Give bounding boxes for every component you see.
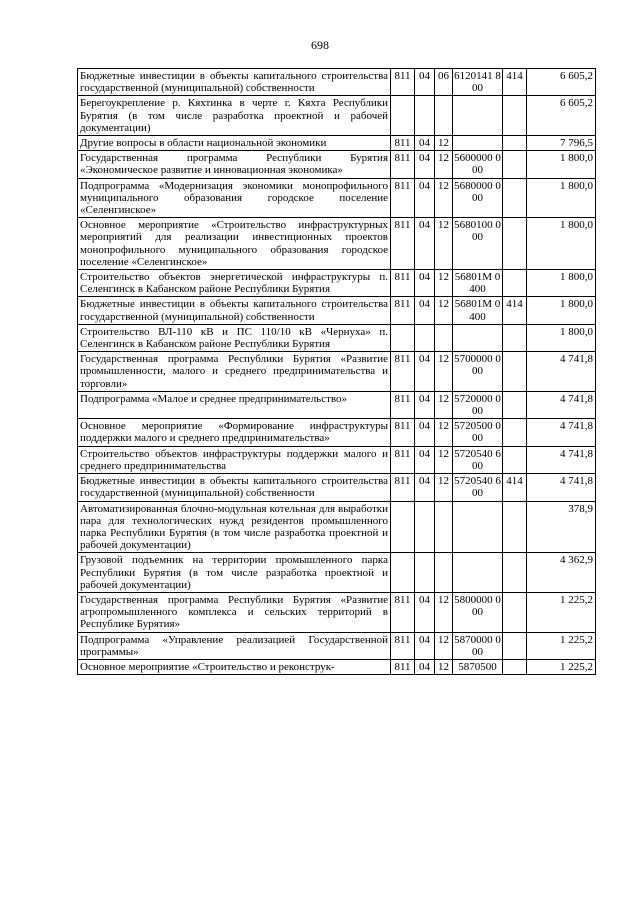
grbs-code-cell: 811 [391, 151, 415, 178]
item-name-cell: Грузовой подъемник на территории промышленного парка Республики Бурятия (в том числе разработка проектной и рабочей документации) [78, 553, 391, 593]
grbs-code-cell: 811 [391, 69, 415, 96]
amount-cell: 4 741,8 [527, 446, 596, 473]
target-article-cell [453, 96, 503, 136]
table-row [78, 270, 596, 297]
target-article-cell [453, 501, 503, 553]
section-code-cell: 04 [415, 659, 435, 674]
target-article-cell: 5720540 600 [454, 475, 501, 500]
target-article-cell: 5680100 000 [453, 218, 503, 270]
target-article-cell [453, 324, 503, 351]
grbs-code-cell: 811 [391, 632, 415, 659]
target-article-cell: 5870500 [453, 659, 503, 674]
amount-cell: 1 800,0 [527, 297, 596, 324]
expense-type-cell [503, 553, 527, 593]
expense-type-cell: 414 [503, 69, 527, 96]
subsection-code-cell: 12 [435, 136, 453, 151]
section-code-cell: 04 [415, 297, 435, 324]
item-name-cell: Подпрограмма «Управление реализацией Государственной программы» [78, 632, 391, 659]
section-code-cell: 04 [415, 151, 435, 178]
grbs-code-cell: 811 [391, 391, 415, 418]
target-article-cell: 5720540 600 [454, 447, 501, 472]
expense-type-cell [503, 151, 527, 178]
subsection-code-cell: 12 [435, 592, 453, 632]
grbs-code-cell: 811 [391, 446, 415, 473]
table-row [78, 391, 596, 418]
expense-type-cell [503, 352, 527, 392]
item-name-cell: Основное мероприятие «Строительство и реконструк- [78, 659, 391, 674]
target-article-cell: 5720000 000 [454, 392, 501, 418]
item-name-cell: Государственная программа Республики Бурятия «Развитие промышленности, малого и среднего предпринимательства и торговли» [78, 352, 391, 392]
grbs-code-cell [391, 501, 415, 553]
grbs-code-cell: 811 [391, 659, 415, 674]
section-code-cell: 04 [415, 178, 435, 218]
amount-cell: 6 605,2 [527, 96, 596, 136]
table-row [78, 151, 596, 178]
amount-cell: 1 225,2 [527, 632, 596, 659]
item-name-cell: Бюджетные инвестиции в объекты капитального строительства государственной (муниципальной) собственности [78, 69, 391, 96]
grbs-code-cell [391, 96, 415, 136]
section-code-cell [415, 553, 435, 593]
table-body [78, 69, 596, 675]
item-name-cell: Автоматизированная блочно-модульная котельная для выработки пара для технологических нужд резидентов промышленного парка Республики Бурятия (в том числе разработка проектной и рабочей документации) [78, 501, 391, 553]
expense-type-cell [503, 96, 527, 136]
expense-type-cell [503, 592, 527, 632]
target-article-cell [453, 136, 503, 151]
section-code-cell: 04 [415, 592, 435, 632]
section-code-cell: 04 [415, 352, 435, 392]
amount-cell: 6 605,2 [527, 69, 596, 96]
target-article-cell: 56801М 0400 [453, 297, 503, 324]
table-row [78, 324, 596, 351]
section-code-cell: 04 [415, 270, 435, 297]
amount-cell: 7 796,5 [527, 136, 596, 151]
amount-cell: 4 741,8 [527, 474, 596, 501]
table-row [78, 446, 596, 473]
subsection-code-cell [435, 324, 453, 351]
expense-type-cell [503, 659, 527, 674]
subsection-code-cell: 12 [435, 352, 453, 392]
expense-type-cell [503, 324, 527, 351]
item-name-cell: Основное мероприятие «Формирование инфраструктуры поддержки малого и среднего предпринимательства» [78, 419, 391, 446]
amount-cell: 1 800,0 [527, 270, 596, 297]
grbs-code-cell: 811 [391, 419, 415, 446]
section-code-cell: 04 [415, 69, 435, 96]
table-row [78, 592, 596, 632]
item-name-cell: Основное мероприятие «Строительство инфраструктурных мероприятий для реализации инвестиционных проектов монопрофильного муниципального образования городское поселение «Селенгинское» [78, 218, 391, 270]
item-name-cell: Другие вопросы в области национальной экономики [78, 136, 391, 151]
item-name-cell: Строительство объектов инфраструктуры поддержки малого и среднего предпринимательства [78, 446, 391, 473]
section-code-cell: 04 [415, 136, 435, 151]
subsection-code-cell: 06 [435, 69, 453, 96]
subsection-code-cell [435, 96, 453, 136]
amount-cell: 1 800,0 [527, 218, 596, 270]
amount-cell: 4 741,8 [527, 391, 596, 418]
grbs-code-cell [391, 553, 415, 593]
amount-cell: 1 225,2 [527, 659, 596, 674]
target-article-cell: 5700000 000 [453, 352, 503, 392]
target-article-cell: 5720500 000 [454, 420, 501, 445]
table-row [78, 136, 596, 151]
expense-type-cell: 414 [503, 297, 527, 324]
table-row [78, 69, 596, 96]
table-row [78, 96, 596, 136]
section-code-cell: 04 [415, 474, 435, 501]
grbs-code-cell: 811 [391, 297, 415, 324]
table-row [78, 659, 596, 674]
subsection-code-cell: 12 [435, 218, 453, 270]
section-code-cell [415, 96, 435, 136]
target-article-cell: 6120141 800 [454, 70, 501, 95]
item-name-cell: Бюджетные инвестиции в объекты капитального строительства государственной (муниципальной) собственности [78, 297, 391, 324]
table-row [78, 218, 596, 270]
table-row [78, 352, 596, 392]
item-name-cell: Строительство ВЛ-110 кВ и ПС 110/10 кВ «Чернуха» п. Селенгинск в Кабанском районе Республики Бурятия [78, 324, 391, 351]
amount-cell: 4 741,8 [527, 352, 596, 392]
amount-cell: 378,9 [527, 501, 596, 553]
amount-cell: 4 741,8 [527, 419, 596, 446]
subsection-code-cell [435, 501, 453, 553]
subsection-code-cell: 12 [435, 297, 453, 324]
item-name-cell: Берегоукрепление р. Кяхтинка в черте г. Кяхта Республики Бурятия (в том числе разработка проектной и рабочей документации) [78, 96, 391, 136]
amount-cell: 1 800,0 [527, 324, 596, 351]
page-number: 698 [311, 38, 329, 52]
target-article-cell: 56801М 0400 [453, 270, 503, 297]
item-name-cell: Строительство объектов энергетической инфраструктуры п. Селенгинск в Кабанском районе Республики Бурятия [78, 270, 391, 297]
section-code-cell: 04 [415, 446, 435, 473]
item-name-cell: Подпрограмма «Модернизация экономики монопрофильного муниципального образования городское поселение «Селенгинское» [78, 178, 391, 218]
expense-type-cell [503, 391, 527, 418]
subsection-code-cell: 12 [435, 151, 453, 178]
table-row [78, 178, 596, 218]
target-article-cell [453, 553, 503, 593]
grbs-code-cell: 811 [391, 136, 415, 151]
amount-cell: 1 225,2 [527, 592, 596, 632]
item-name-cell: Бюджетные инвестиции в объекты капитального строительства государственной (муниципальной) собственности [78, 474, 391, 501]
section-code-cell: 04 [415, 419, 435, 446]
expense-type-cell [503, 419, 527, 446]
target-article-cell: 5680000 000 [453, 178, 503, 218]
target-article-cell: 5600000 000 [454, 152, 501, 177]
subsection-code-cell [435, 553, 453, 593]
table-row [78, 632, 596, 659]
subsection-code-cell: 12 [435, 474, 453, 501]
expense-type-cell [503, 218, 527, 270]
item-name-cell: Государственная программа Республики Бурятия «Экономическое развитие и инновационная экономика» [78, 151, 391, 178]
table-row [78, 474, 596, 501]
section-code-cell [415, 501, 435, 553]
grbs-code-cell [391, 324, 415, 351]
subsection-code-cell: 12 [435, 419, 453, 446]
table-row [78, 501, 596, 553]
item-name-cell: Подпрограмма «Малое и среднее предпринимательство» [78, 391, 391, 418]
subsection-code-cell: 12 [435, 632, 453, 659]
grbs-code-cell: 811 [391, 270, 415, 297]
table-row [78, 553, 596, 593]
table-row [78, 419, 596, 446]
expense-type-cell [503, 136, 527, 151]
grbs-code-cell: 811 [391, 218, 415, 270]
expense-type-cell [503, 178, 527, 218]
expense-type-cell [503, 632, 527, 659]
amount-cell: 1 800,0 [527, 151, 596, 178]
grbs-code-cell: 811 [391, 592, 415, 632]
expense-type-cell: 414 [503, 474, 527, 501]
subsection-code-cell: 12 [435, 178, 453, 218]
target-article-cell: 5800000 000 [453, 592, 503, 632]
amount-cell: 1 800,0 [527, 178, 596, 218]
expense-type-cell [503, 446, 527, 473]
grbs-code-cell: 811 [391, 474, 415, 501]
expense-type-cell [503, 501, 527, 553]
section-code-cell: 04 [415, 218, 435, 270]
subsection-code-cell: 12 [435, 391, 453, 418]
grbs-code-cell: 811 [391, 178, 415, 218]
expense-type-cell [503, 270, 527, 297]
section-code-cell: 04 [415, 391, 435, 418]
subsection-code-cell: 12 [435, 270, 453, 297]
amount-cell: 4 362,9 [527, 553, 596, 593]
section-code-cell [415, 324, 435, 351]
budget-table [77, 68, 596, 675]
item-name-cell: Государственная программа Республики Бурятия «Развитие агропромышленного комплекса и сельских территорий в Республике Бурятия» [78, 592, 391, 632]
subsection-code-cell: 12 [435, 446, 453, 473]
target-article-cell: 5870000 000 [454, 633, 501, 658]
grbs-code-cell: 811 [391, 352, 415, 392]
subsection-code-cell: 12 [435, 659, 453, 674]
table-row [78, 297, 596, 324]
section-code-cell: 04 [415, 632, 435, 659]
